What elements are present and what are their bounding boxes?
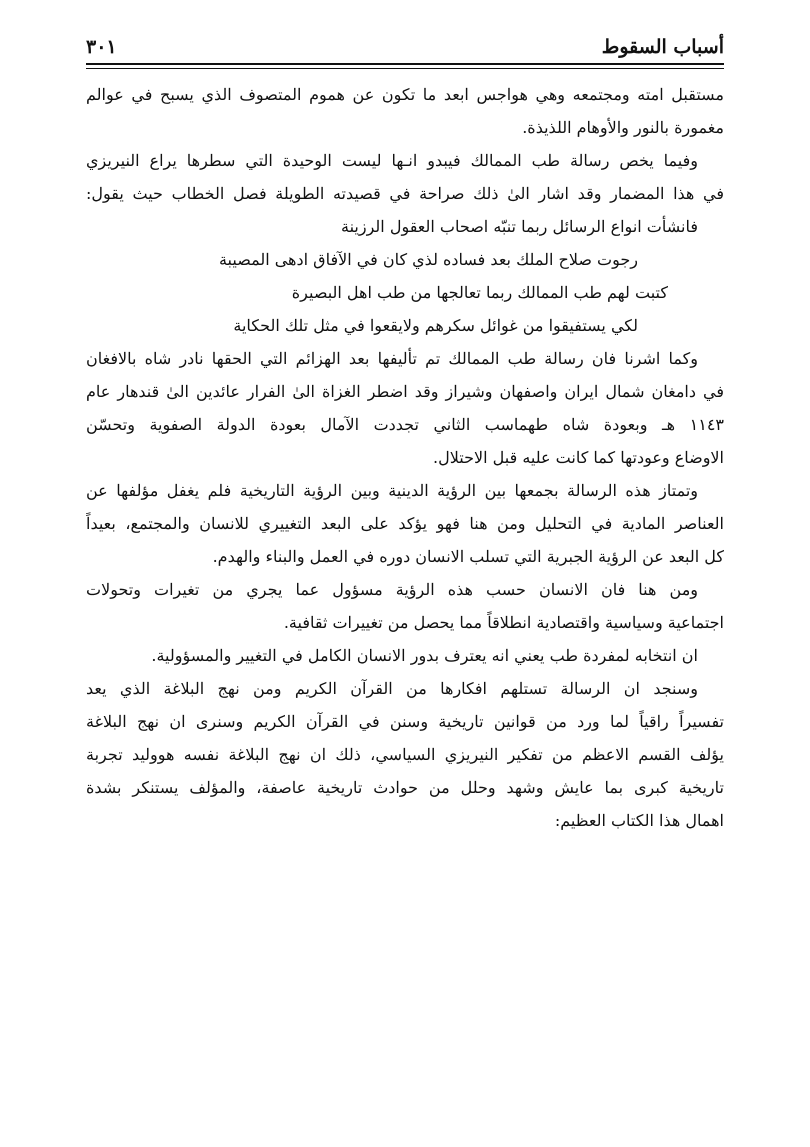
text-line: وفيما يخص رسالة طب الممالك فيبدو انـها ليست الوحيدة التي سطرها يراع النيريزي (86, 151, 698, 170)
text-line: ومن هنا فان الانسان حسب هذه الرؤية مسؤول عما يجري من تغيرات وتحولات (86, 580, 698, 599)
verse-line: رجوت صلاح الملك بعد فساده لذي كان في الآفاق ادهى المصيبة (218, 250, 638, 269)
text-line: وكما اشرنا فان رسالة طب الممالك تم تأليفها بعد الهزائم التي الحقها نادر شاه بالافغان (86, 349, 698, 368)
body-text (86, 78, 724, 837)
text-line: يؤلف القسم الاعظم من تفكير النيريزي السياسي، ذلك ان نهج البلاغة نفسه هووليد تجربة (86, 745, 724, 764)
text-line: اهمال هذا الكتاب العظيم: (554, 811, 724, 830)
text-line: ١١٤٣ هـ وبعودة شاه طهماسب الثاني تجددت الآمال بعودة الدولة الصفوية وتحسّن (86, 415, 724, 434)
verse-line: كتبت لهم طب الممالك ربما تعالجها من طب اهل البصيرة (291, 283, 668, 302)
header-rule-thin (86, 68, 724, 69)
verse-line: فانشأت انواع الرسائل ربما تنبّه اصحاب العقول الرزينة (341, 217, 698, 236)
text-line: الاوضاع وعودتها كما كانت عليه قبل الاحتلال. (433, 448, 724, 467)
text-line: وتمتاز هذه الرسالة بجمعها بين الرؤية الدينية وبين الرؤية التاريخية فلم يغفل مؤلفها عن (86, 481, 698, 500)
text-line: في هذا المضمار وقد اشار الىٰ ذلك صراحة في قصيدته الطويلة فصل الخطاب حيث يقول: (86, 184, 724, 203)
text-line: مستقبل امته ومجتمعه وهي هواجس ابعد ما تكون عن هموم المتصوف الذي يسبح في عوالم (86, 85, 724, 104)
text-line: تاريخية كبرى بما عايش وشهد وحلل من حوادث تاريخية عاصفة، والمؤلف يستنكر بشدة (86, 778, 724, 797)
text-line: في دامغان شمال ايران واصفهان وشيراز وقد اضطر الغزاة الىٰ الفرار عائدين الىٰ قندهار عام (86, 382, 724, 401)
page-header (86, 32, 724, 62)
verse-line: لكي يستفيقوا من غوائل سكرهم ولايقعوا في مثل تلك الحكاية (233, 316, 638, 335)
text-line: مغمورة بالنور والأوهام اللذيذة. (522, 118, 724, 137)
page-number: ٣٠١ (86, 36, 117, 58)
text-line: العناصر المادية في التحليل ومن هنا فهو يؤكد على البعد التغييري للانسان والمجتمع، بعيداً (86, 514, 724, 533)
text-line: اجتماعية وسياسية واقتصادية انطلاقاً مما يحصل من تغييرات ثقافية. (283, 613, 724, 632)
text-line: تفسيراً راقياً لما ورد من قوانين تاريخية وسنن في القرآن الكريم وسنرى ان نهج البلاغة (86, 712, 724, 731)
running-title: أسباب السقوط (601, 36, 724, 58)
text-line: ان انتخابه لمفردة طب يعني انه يعترف بدور الانسان الكامل في التغيير والمسؤولية. (151, 646, 698, 665)
text-line: كل البعد عن الرؤية الجبرية التي تسلب الانسان دوره في العمل والبناء والهدم. (212, 547, 724, 566)
header-rule-thick (86, 63, 724, 65)
text-line: وسنجد ان الرسالة تستلهم افكارها من القرآن الكريم ومن نهج البلاغة الذي يعد (86, 679, 698, 698)
